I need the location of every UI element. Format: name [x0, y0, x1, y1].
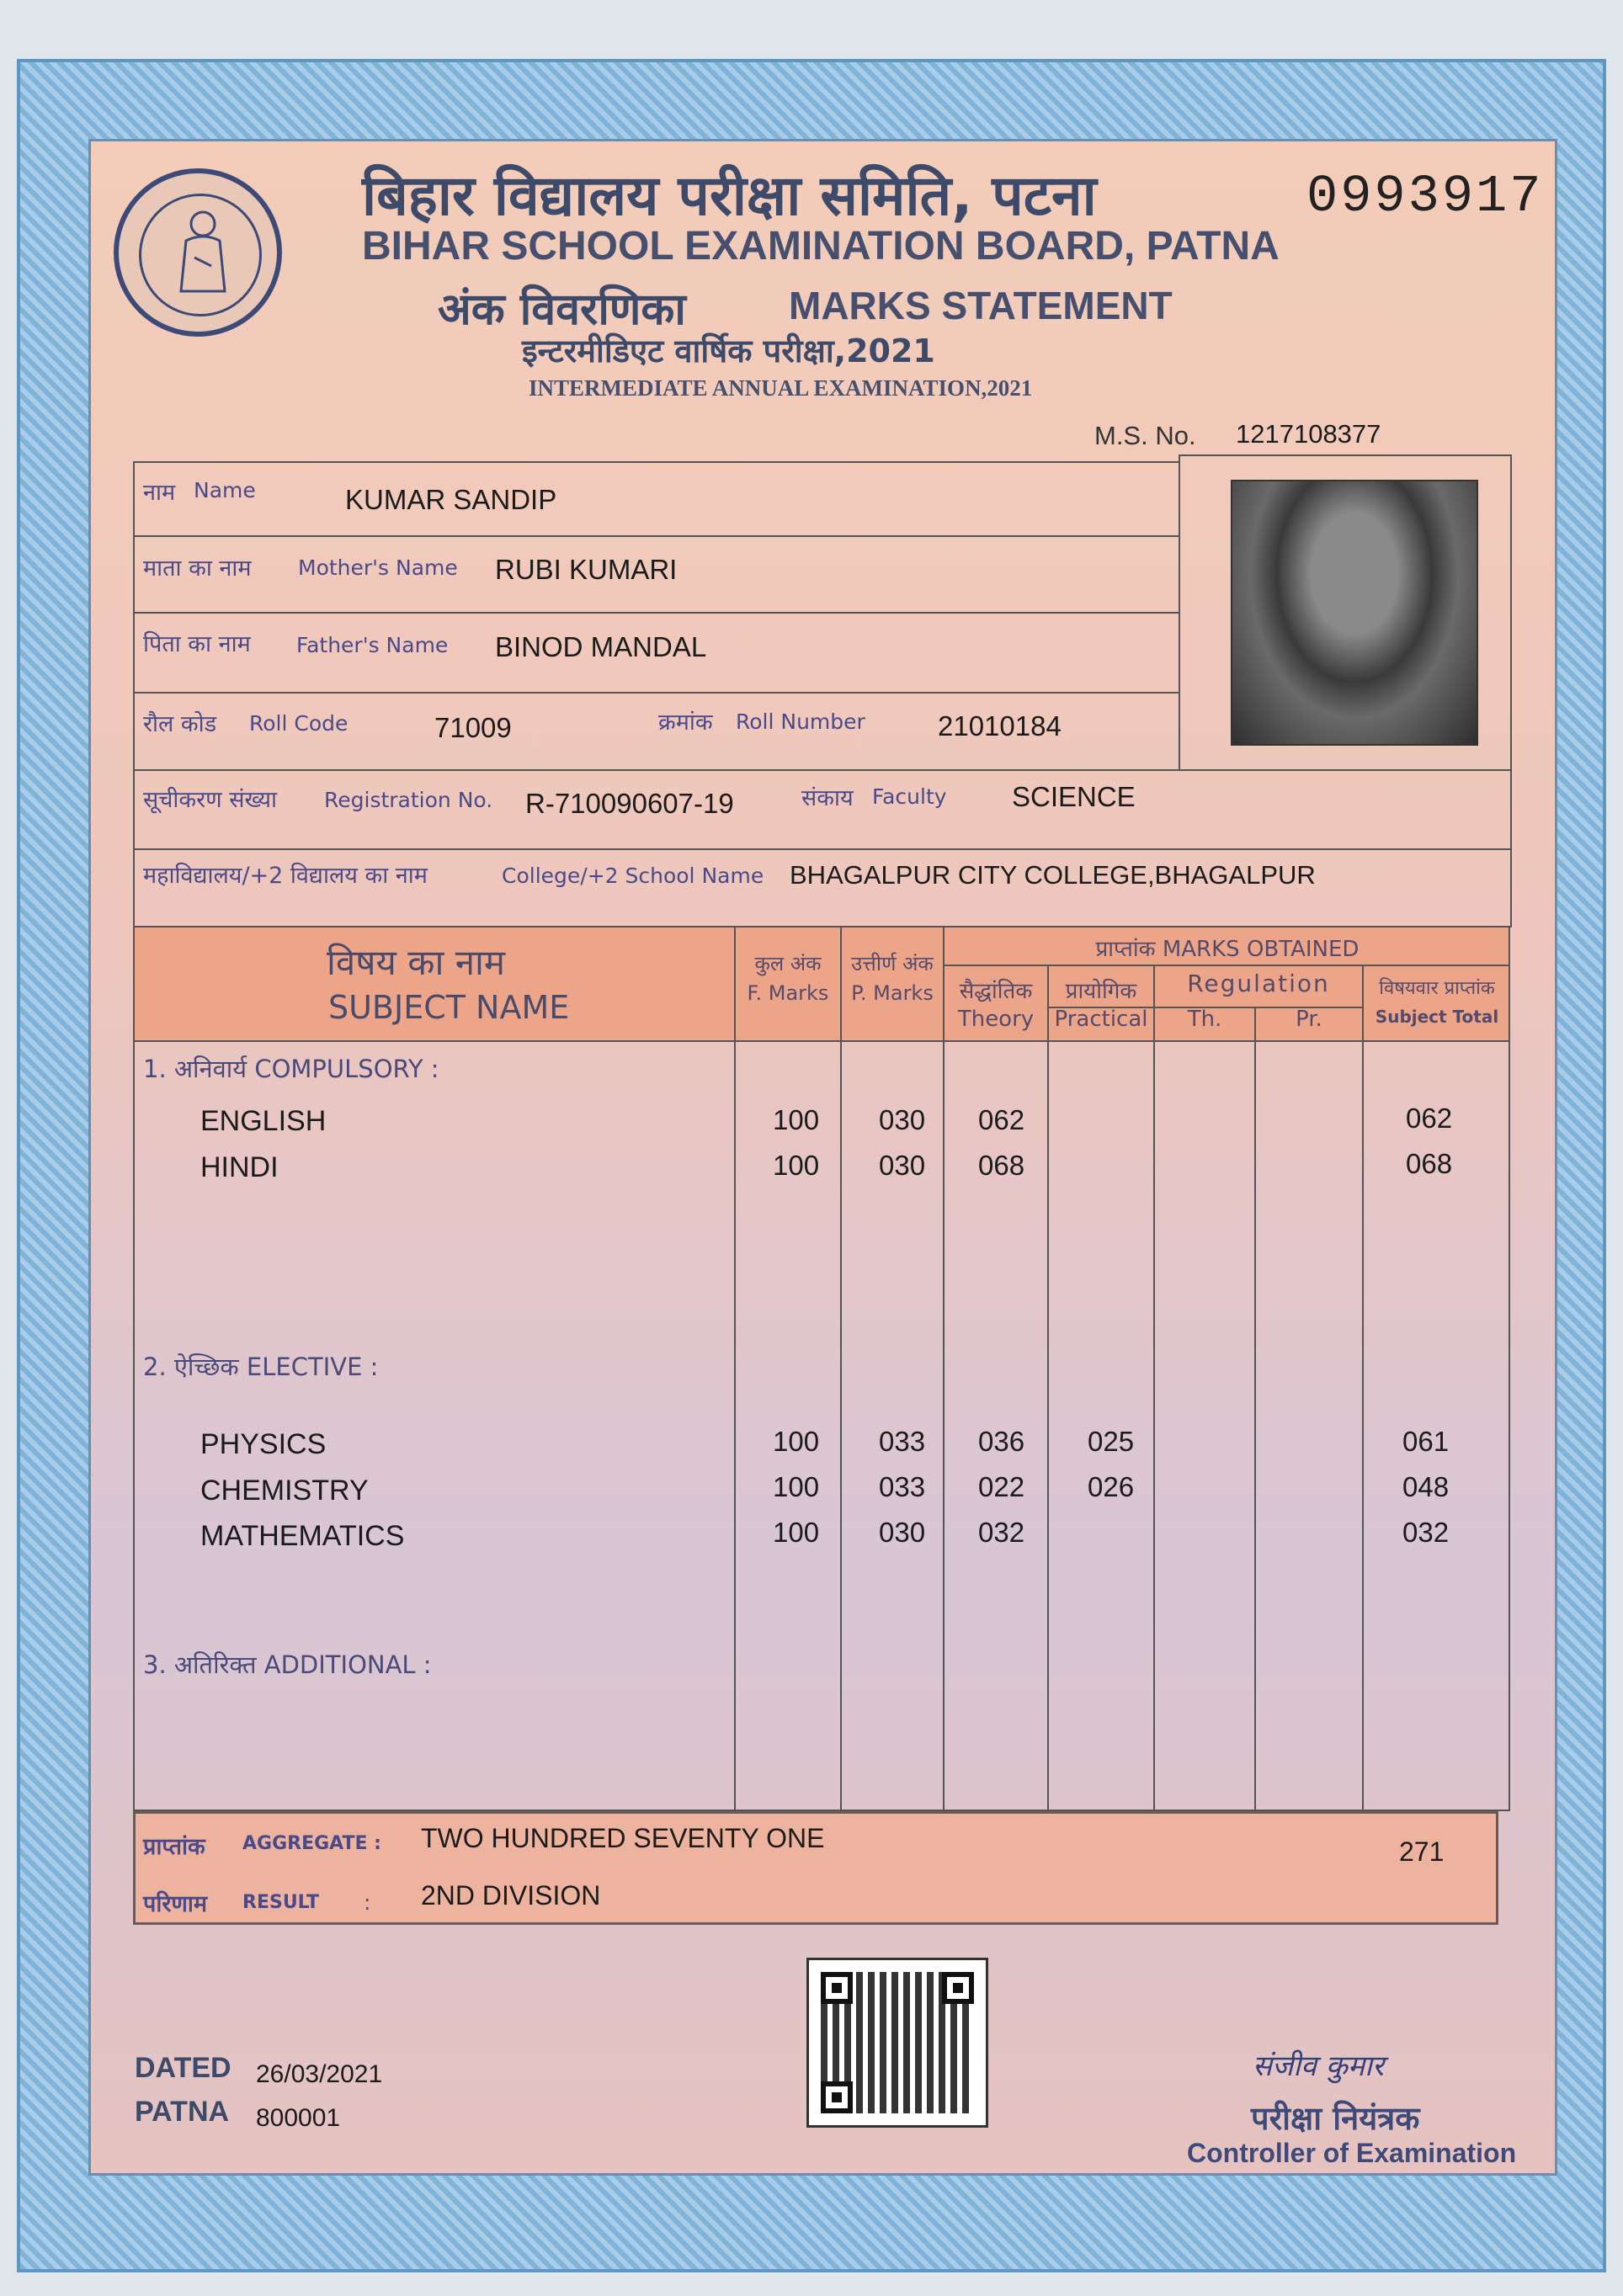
result-label-en: RESULT [242, 1892, 320, 1913]
doc-title-hindi: अंक विवरणिका [438, 284, 686, 335]
section-elective-heading: 2. ऐच्छिक ELECTIVE : [143, 1353, 379, 1381]
controller-title-hi: परीक्षा नियंत्रक [1251, 2100, 1420, 2137]
roll-code-label-en: Roll Code [249, 711, 349, 736]
place-pin: 800001 [256, 2104, 341, 2132]
marks-obtained-header: प्राप्तांक MARKS OBTAINED [1095, 937, 1360, 962]
college-label-en: College/+2 School Name [502, 864, 764, 888]
practical-header-en: Practical [1054, 1007, 1148, 1032]
student-name: KUMAR SANDIP [345, 484, 557, 515]
theory-hindi: 068 [978, 1150, 1025, 1181]
roll-code-value: 71009 [434, 712, 512, 743]
full-marks-header-hi: कुल अंक [754, 952, 822, 975]
mother-label-en: Mother's Name [298, 555, 458, 580]
total-english: 062 [1406, 1103, 1453, 1134]
theory-header-en: Theory [957, 1007, 1035, 1032]
name-label-en: Name [194, 478, 256, 502]
roll-code-label-hi: रौल कोड [143, 711, 217, 737]
subject-chemistry: CHEMISTRY [200, 1475, 369, 1507]
full-marks-hindi: 100 [773, 1150, 820, 1181]
regulation-theory-header: Th. [1187, 1007, 1222, 1032]
pass-marks-hindi: 030 [879, 1150, 926, 1181]
registration-label-hi: सूचीकरण संख्या [143, 787, 277, 813]
qr-code-icon [806, 1958, 988, 2128]
full-marks-header-en: F. Marks [747, 981, 829, 1005]
mother-name: RUBI KUMARI [495, 554, 678, 585]
issue-date: 26/03/2021 [256, 2060, 383, 2088]
doc-title-english: MARKS STATEMENT [789, 284, 1173, 327]
result-value: 2ND DIVISION [421, 1880, 601, 1911]
regulation-header: Regulation [1187, 970, 1330, 997]
registration-label-en: Registration No. [324, 788, 493, 812]
full-marks-english: 100 [773, 1104, 820, 1135]
subject-hindi: HINDI [200, 1151, 279, 1183]
subject-total-header-en: Subject Total [1375, 1007, 1499, 1027]
roll-number-value: 21010184 [938, 710, 1062, 741]
full-marks-mathematics: 100 [773, 1517, 820, 1548]
aggregate-label-en: AGGREGATE : [242, 1833, 381, 1854]
father-label-hi: पिता का नाम [143, 631, 251, 657]
pass-marks-header-en: P. Marks [851, 981, 934, 1005]
total-mathematics: 032 [1402, 1517, 1450, 1548]
subject-name-header-en: SUBJECT NAME [328, 989, 570, 1026]
faculty-value: SCIENCE [1012, 781, 1136, 812]
name-label-hi: नाम [143, 480, 176, 506]
exam-title-english: INTERMEDIATE ANNUAL EXAMINATION,2021 [529, 375, 1033, 401]
regulation-practical-header: Pr. [1296, 1007, 1322, 1032]
aggregate-label-hi: प्राप्तांक [143, 1834, 205, 1860]
controller-signature: संजीव कुमार [1253, 2049, 1384, 2083]
faculty-label-en: Faculty [872, 784, 947, 809]
registration-value: R-710090607-19 [525, 788, 734, 819]
subject-english: ENGLISH [200, 1105, 327, 1137]
pass-marks-physics: 033 [879, 1426, 926, 1457]
subject-mathematics: MATHEMATICS [200, 1520, 405, 1552]
pass-marks-mathematics: 030 [879, 1517, 926, 1548]
pass-marks-chemistry: 033 [879, 1471, 926, 1502]
board-title-english: BIHAR SCHOOL EXAMINATION BOARD, PATNA [362, 224, 1280, 268]
result-label-hi: परिणाम [143, 1891, 208, 1917]
full-marks-chemistry: 100 [773, 1471, 820, 1502]
board-title-hindi: बिहार विद्यालय परीक्षा समिति, पटना [362, 163, 1097, 228]
theory-header-hi: सैद्धांतिक [959, 979, 1033, 1004]
dated-label: DATED [135, 2052, 231, 2084]
practical-physics: 025 [1088, 1426, 1135, 1457]
theory-chemistry: 022 [978, 1471, 1025, 1502]
total-chemistry: 048 [1402, 1471, 1450, 1502]
result-colon: : [364, 1890, 371, 1915]
father-name: BINOD MANDAL [495, 631, 707, 662]
serial-number: 0993917 [1306, 167, 1544, 226]
ms-no-label: M.S. No. [1094, 421, 1196, 450]
roll-number-label-hi: क्रमांक [658, 710, 713, 736]
section-additional-heading: 3. अतिरिक्त ADDITIONAL : [143, 1650, 432, 1679]
roll-number-label-en: Roll Number [736, 710, 865, 734]
controller-title-en: Controller of Examination [1187, 2138, 1517, 2168]
aggregate-total: 271 [1399, 1836, 1445, 1867]
section-compulsory-heading: 1. अनिवार्य COMPULSORY : [143, 1055, 439, 1083]
practical-chemistry: 026 [1088, 1471, 1135, 1502]
pass-marks-header-hi: उत्तीर्ण अंक [851, 952, 934, 975]
pass-marks-english: 030 [879, 1104, 926, 1135]
practical-header-hi: प्रायोगिक [1065, 979, 1137, 1004]
aggregate-in-words: TWO HUNDRED SEVENTY ONE [421, 1823, 825, 1853]
faculty-label-hi: संकाय [801, 785, 854, 811]
total-hindi: 068 [1406, 1148, 1453, 1179]
exam-title-hindi: इन्टरमीडिएट वार्षिक परीक्षा,2021 [522, 332, 935, 369]
college-value: BHAGALPUR CITY COLLEGE,BHAGALPUR [790, 860, 1316, 890]
place-label: PATNA [135, 2096, 230, 2128]
theory-mathematics: 032 [978, 1517, 1025, 1548]
ms-no-value: 1217108377 [1236, 419, 1381, 449]
theory-english: 062 [978, 1104, 1025, 1135]
board-seal-icon [114, 168, 282, 337]
student-photo [1231, 480, 1478, 746]
father-label-en: Father's Name [296, 633, 449, 657]
subject-name-header-hi: विषय का नाम [327, 942, 506, 983]
full-marks-physics: 100 [773, 1426, 820, 1457]
subject-total-header-hi: विषयवार प्राप्तांक [1379, 978, 1495, 999]
mother-label-hi: माता का नाम [143, 555, 252, 582]
total-physics: 061 [1402, 1426, 1450, 1457]
subject-physics: PHYSICS [200, 1428, 327, 1460]
theory-physics: 036 [978, 1426, 1025, 1457]
college-label-hi: महाविद्यालय/+2 विद्यालय का नाम [143, 863, 428, 889]
